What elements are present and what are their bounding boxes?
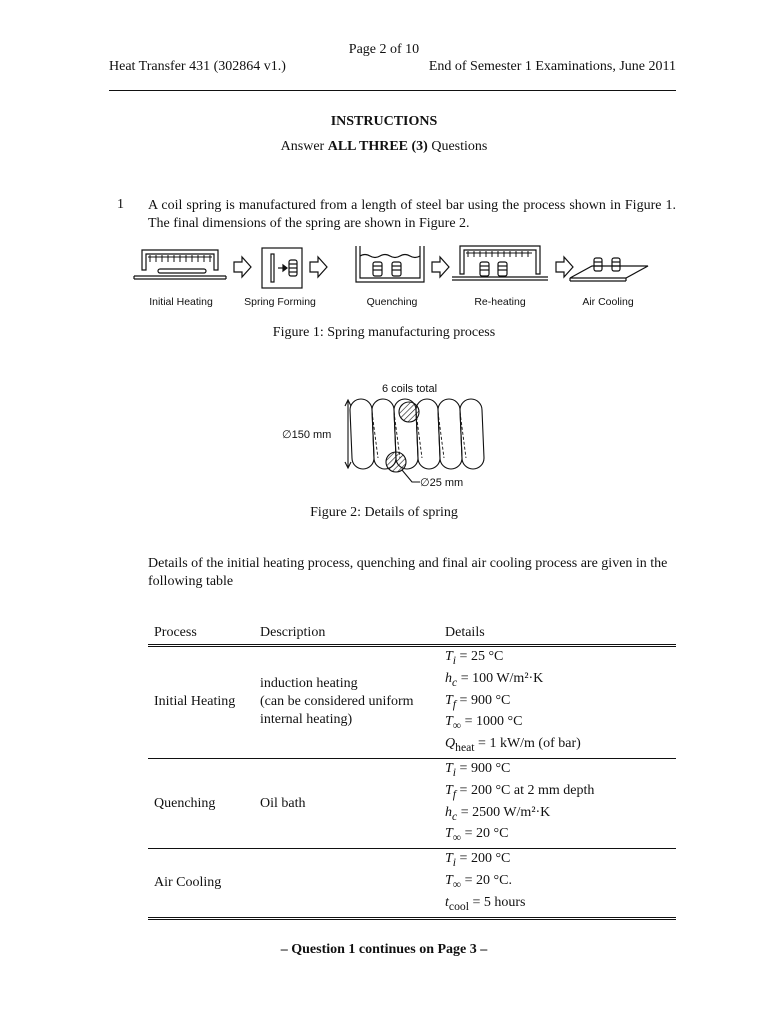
stage-label-reheating: Re-heating	[474, 296, 526, 308]
table-header-row	[148, 622, 676, 646]
detail-line: $T_i = 900$ °C	[445, 760, 511, 779]
process-table	[148, 622, 676, 920]
row-description	[254, 758, 439, 848]
exam-title: End of Semester 1 Examinations, June 2011	[428, 59, 676, 74]
stage-label-quenching: Quenching	[366, 296, 418, 308]
detail-line: $T_i = 200$ °C	[445, 851, 511, 869]
course-title: Heat Transfer 431 (302864 v1.)	[109, 59, 286, 74]
detail-line: $T_\infty = 20$ °C	[445, 826, 509, 845]
header-process: Process	[154, 625, 197, 640]
row-details	[439, 758, 676, 848]
answer-bold: ALL THREE (3)	[327, 139, 428, 154]
detail-line: $h_c = 2500$ W/m²·K	[445, 804, 551, 823]
row-description	[254, 849, 439, 918]
initial-heating-furnace	[134, 250, 226, 279]
figure-1	[130, 240, 650, 320]
description-line: Oil bath	[260, 795, 306, 811]
reheating-furnace	[452, 246, 548, 280]
table-intro-paragraph: Details of the initial heating process, quenching and final air cooling process are given in the following table	[148, 556, 668, 589]
description-line: (can be considered uniform	[260, 694, 414, 710]
row-process: Quenching	[154, 795, 216, 811]
description-line: internal heating)	[260, 712, 353, 728]
detail-line: $t_{cool} = 5$ hours	[445, 894, 526, 913]
answer-suffix: Questions	[427, 139, 488, 154]
continuation-footer: – Question 1 continues on Page 3 –	[280, 942, 488, 957]
stage-label-spring-forming: Spring Forming	[244, 296, 316, 308]
wire-section-bottom	[386, 452, 406, 472]
detail-line: $T_\infty = 1000$ °C	[445, 714, 523, 733]
detail-line: $T_f = 200$ °C at 2 mm depth	[445, 782, 595, 801]
header-details: Details	[445, 625, 485, 640]
figure-2	[278, 376, 518, 501]
wire-diameter-label: ∅25 mm	[420, 477, 464, 489]
detail-line: $T_\infty = 20$ °C.	[445, 872, 512, 891]
question-text: A coil spring is manufactured from a length of steel bar using the process shown in Figure 1. The final dimensions of the spring are shown in Figure 2.	[148, 198, 676, 231]
coils-total-label: 6 coils total	[382, 383, 438, 395]
detail-line: $h_c = 100$ W/m²·K	[445, 670, 544, 689]
table-row	[148, 758, 676, 848]
row-description	[254, 646, 439, 759]
header-description: Description	[260, 625, 326, 640]
detail-line: $T_f = 900$ °C	[445, 692, 511, 711]
table-row	[148, 646, 676, 759]
wire-section-top	[399, 402, 419, 422]
header-divider	[109, 90, 676, 91]
air-cooling-plate	[570, 258, 648, 281]
row-process: Air Cooling	[154, 874, 222, 890]
quenching-tank	[356, 246, 424, 282]
stage-label-initial-heating: Initial Heating	[149, 296, 213, 308]
process-diagram	[130, 240, 650, 315]
spring-detail-diagram	[278, 376, 518, 496]
figure-2-caption: Figure 2: Details of spring	[310, 505, 458, 520]
row-details	[439, 849, 676, 918]
instructions-title: INSTRUCTIONS	[330, 114, 438, 129]
detail-line: $Q_{heat} = 1$ kW/m (of bar)	[445, 736, 581, 754]
spring-diameter-label: ∅150 mm	[282, 429, 332, 441]
description-line: induction heating	[260, 676, 358, 692]
page-number: Page 2 of 10	[348, 42, 420, 57]
spring-forming	[262, 248, 302, 288]
table-row	[148, 849, 676, 918]
instructions-answer	[0, 139, 768, 155]
stage-label-air-cooling: Air Cooling	[582, 296, 634, 308]
answer-prefix: Answer	[280, 139, 328, 154]
question-number: 1	[117, 197, 124, 212]
detail-line: $T_i = 25$ °C	[445, 649, 504, 667]
row-details	[439, 646, 676, 759]
figure-1-caption: Figure 1: Spring manufacturing process	[272, 325, 496, 340]
row-process: Initial Heating	[154, 694, 236, 710]
